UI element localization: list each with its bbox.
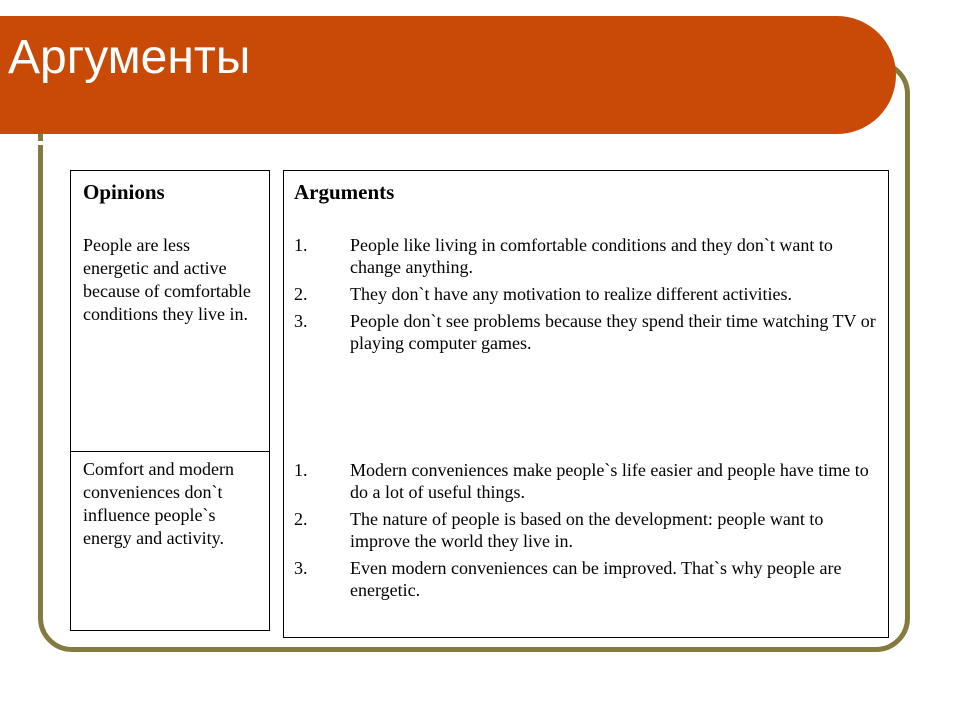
argument-text: The nature of people is based on the development: people want to improve the world they live in. (350, 509, 824, 551)
argument-text: People like living in comfortable conditions and they don`t want to change anything. (350, 235, 833, 277)
argument-item (294, 508, 876, 552)
argument-text: They don`t have any motivation to realize different activities. (350, 284, 793, 304)
opinions-header: Opinions (83, 180, 165, 204)
argument-list (294, 234, 876, 354)
argument-item (294, 557, 876, 601)
arguments-cell (284, 171, 888, 637)
argument-text: Modern conveniences make people`s life easier and people have time to do a lot of useful things. (350, 460, 869, 502)
argument-number: 2. (294, 509, 308, 529)
title-underline (0, 141, 850, 145)
slide-title: Аргументы (8, 31, 251, 84)
argument-text: People don`t see problems because they spend their time watching TV or playing computer games. (350, 311, 876, 353)
argument-number: 1. (294, 460, 308, 480)
argument-item (294, 459, 876, 503)
argument-text: Even modern conveniences can be improved. That`s why people are energetic. (350, 558, 842, 600)
opinion-text: Comfort and modern conveniences don`t influence people`s energy and activity. (83, 459, 234, 548)
arguments-table (283, 170, 889, 638)
title-bar (0, 16, 896, 134)
arguments-header: Arguments (294, 180, 395, 204)
opinion-cell (71, 171, 269, 452)
argument-list (294, 459, 876, 606)
argument-number: 3. (294, 558, 308, 578)
argument-number: 3. (294, 311, 308, 331)
argument-item (294, 310, 876, 354)
argument-number: 1. (294, 235, 308, 255)
opinions-table (70, 170, 270, 631)
argument-item (294, 283, 876, 305)
opinion-cell (71, 452, 269, 630)
opinion-text: People are less energetic and active because of comfortable conditions they live in. (83, 235, 251, 324)
argument-number: 2. (294, 284, 308, 304)
argument-item (294, 234, 876, 278)
